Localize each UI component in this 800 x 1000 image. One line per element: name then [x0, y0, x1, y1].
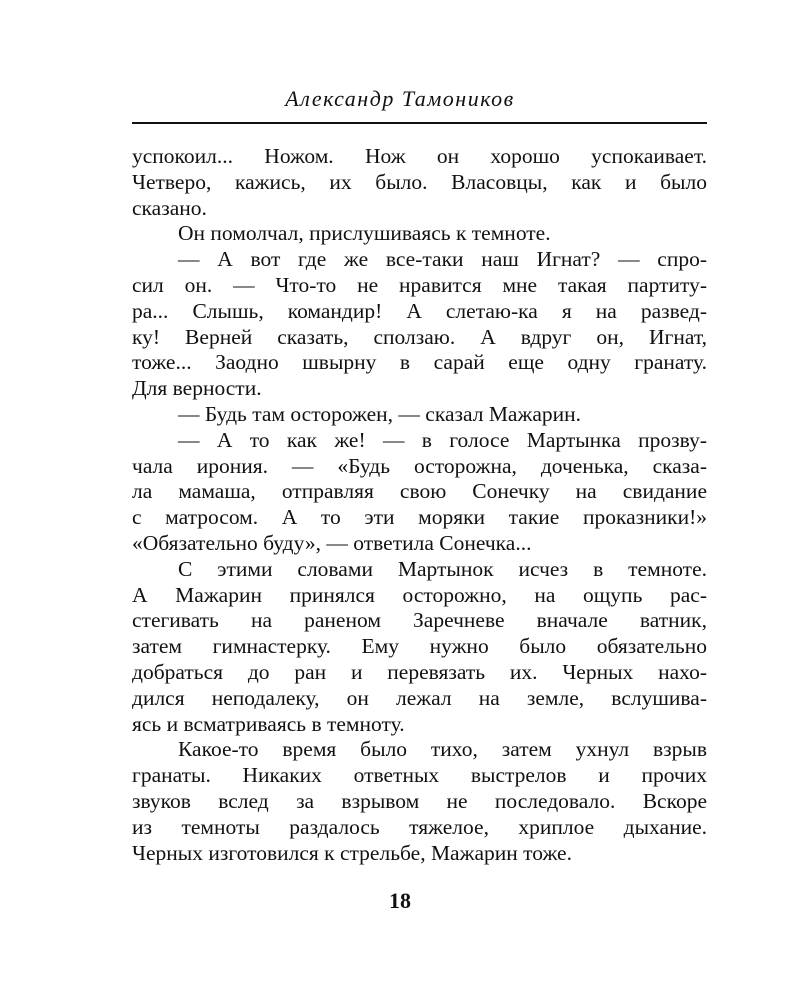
text-line: успокоил... Ножом. Нож он хорошо успокаивает.	[132, 144, 707, 168]
text-line: Для верности.	[132, 376, 262, 401]
text-line: ясь и всматриваясь в темноту.	[132, 711, 405, 736]
text-line: из темноты раздалось тяжелое, хриплое дыхание.	[132, 814, 707, 839]
text-line: — А вот где же все-таки наш Игнат? — спро-	[178, 247, 707, 272]
text-line: чала ирония. — «Будь осторожна, доченька, сказа-	[132, 453, 707, 478]
text-line: А Мажарин принялся осторожно, на ощупь рас-	[132, 582, 707, 607]
text-line: Черных изготовился к стрельбе, Мажарин тоже.	[132, 840, 572, 865]
text-line: гранаты. Никаких ответных выстрелов и прочих	[132, 763, 707, 788]
page-number: 18	[389, 888, 411, 913]
text-line: тоже... Заодно швырну в сарай еще одну гранату.	[132, 350, 707, 375]
text-line: — Будь там осторожен, — сказал Мажарин.	[178, 401, 582, 426]
text-line: стегивать на раненом Заречневе вначале ватник,	[132, 608, 707, 633]
text-line: сил он. — Что-то не нравится мне такая партиту-	[132, 272, 707, 297]
text-line: ку! Верней сказать, сползаю. А вдруг он, Игнат,	[132, 324, 707, 349]
text-line: С этими словами Мартынок исчез в темноте.	[178, 556, 707, 581]
text-line: добраться до ран и перевязать их. Черных нахо-	[132, 659, 707, 684]
text-line: Какое-то время было тихо, затем ухнул взрыв	[178, 737, 707, 762]
header-rule	[132, 122, 707, 124]
text-line: ла мамаша, отправляя свою Сонечку на свидание	[132, 479, 707, 504]
text-line: звуков вслед за взрывом не последовало. Вскоре	[132, 788, 707, 813]
text-line: ра... Слышь, командир! А слетаю-ка я на развед-	[132, 298, 707, 323]
text-line: — А то как же! — в голосе Мартынка прозву-	[178, 427, 707, 452]
body-text	[132, 144, 707, 866]
text-line: сказано.	[132, 195, 207, 220]
text-line: Он помолчал, прислушиваясь к темноте.	[178, 221, 551, 246]
running-header-author: Александр Тамоников	[285, 86, 515, 111]
text-line: дился неподалеку, он лежал на земле, вслушива-	[132, 685, 707, 710]
text-line: с матросом. А то эти моряки такие проказники!»	[132, 505, 707, 530]
text-line: «Обязательно буду», — ответила Сонечка...	[132, 530, 532, 555]
text-line: Четверо, кажись, их было. Власовцы, как и было	[132, 169, 707, 194]
text-line: затем гимнастерку. Ему нужно было обязательно	[132, 634, 707, 659]
